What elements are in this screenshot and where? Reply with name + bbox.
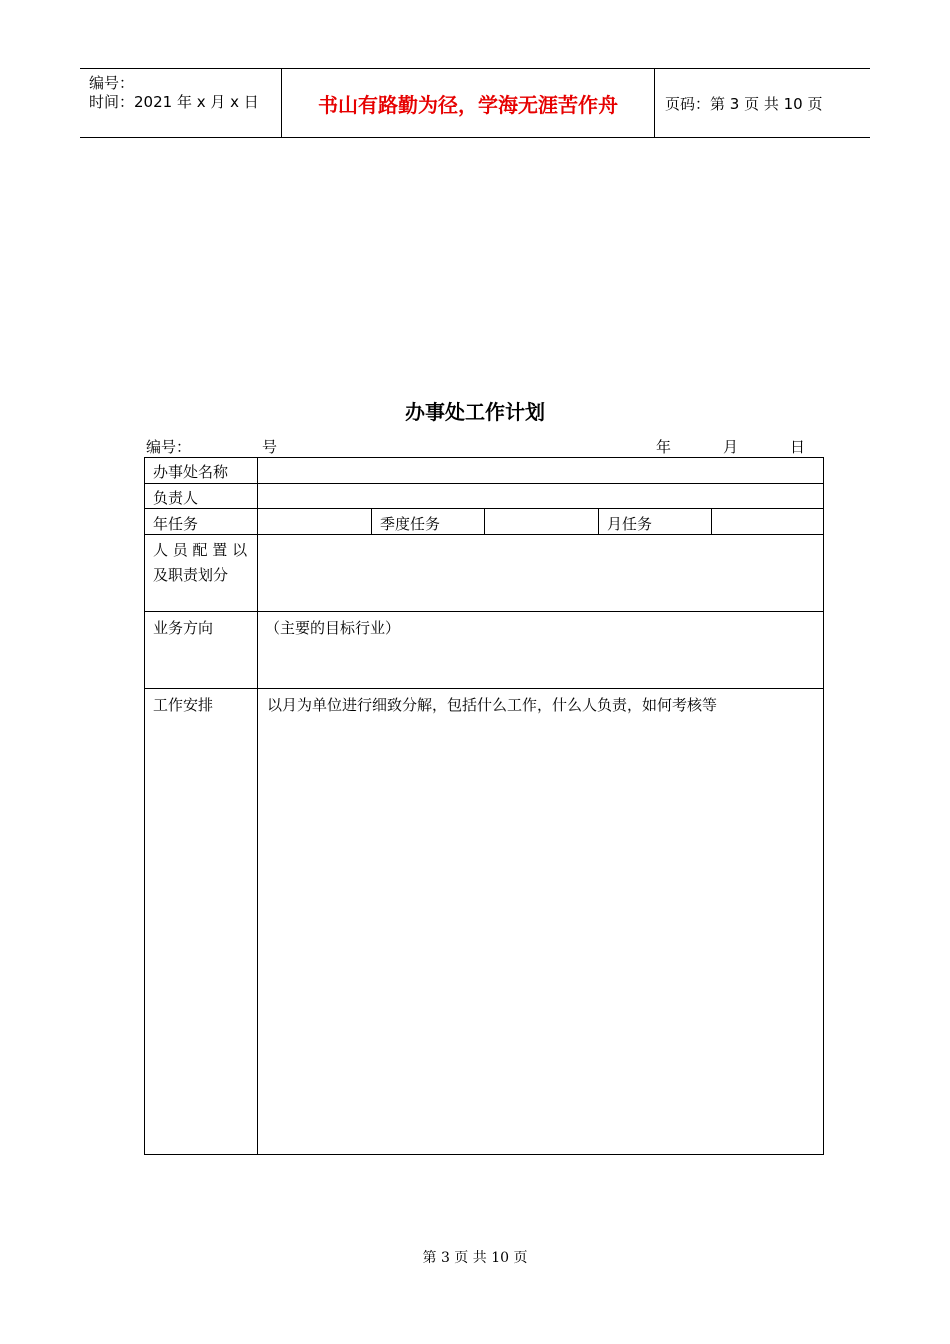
label-owner: 负责人 [153, 489, 199, 507]
column-divider [371, 508, 372, 534]
header-meta [80, 69, 282, 137]
label-month-task: 月任务 [607, 515, 653, 533]
business-direction-hint: （主要的目标行业） [265, 619, 401, 637]
work-plan-form [144, 457, 824, 1155]
row-divider [145, 688, 823, 689]
form-date-month: 月 [723, 438, 739, 456]
page-header [80, 68, 870, 138]
header-motto: 书山有路勤为径，学海无涯苦作舟 [282, 69, 655, 137]
label-work-plan: 工作安排 [153, 696, 214, 714]
row-divider [145, 611, 823, 612]
header-time: 时间：2021 年 x 月 x 日 [89, 93, 259, 111]
form-date-year: 年 [656, 438, 672, 456]
header-page-code: 页码：第 3 页 共 10 页 [665, 95, 823, 113]
row-divider [145, 483, 823, 484]
form-number-suffix: 号 [262, 438, 278, 456]
row-divider [145, 534, 823, 535]
label-staffing-line1: 人 员 配 置 以 [153, 541, 248, 559]
label-staffing-line2: 及职责划分 [153, 566, 229, 584]
label-office-name: 办事处名称 [153, 463, 229, 481]
label-quarter-task: 季度任务 [380, 515, 441, 533]
page-footer: 第 3 页 共 10 页 [422, 1250, 528, 1266]
column-divider [598, 508, 599, 534]
column-divider [711, 508, 712, 534]
document-title: 办事处工作计划 [405, 400, 545, 424]
column-divider [257, 458, 258, 1154]
header-number-label: 编号： [89, 74, 135, 92]
work-plan-hint: 以月为单位进行细致分解，包括什么工作，什么人负责，如何考核等 [267, 696, 718, 714]
column-divider [484, 508, 485, 534]
label-business-direction: 业务方向 [153, 619, 214, 637]
form-number-label: 编号： [146, 438, 192, 456]
form-date-day: 日 [790, 438, 806, 456]
label-annual-task: 年任务 [153, 515, 199, 533]
